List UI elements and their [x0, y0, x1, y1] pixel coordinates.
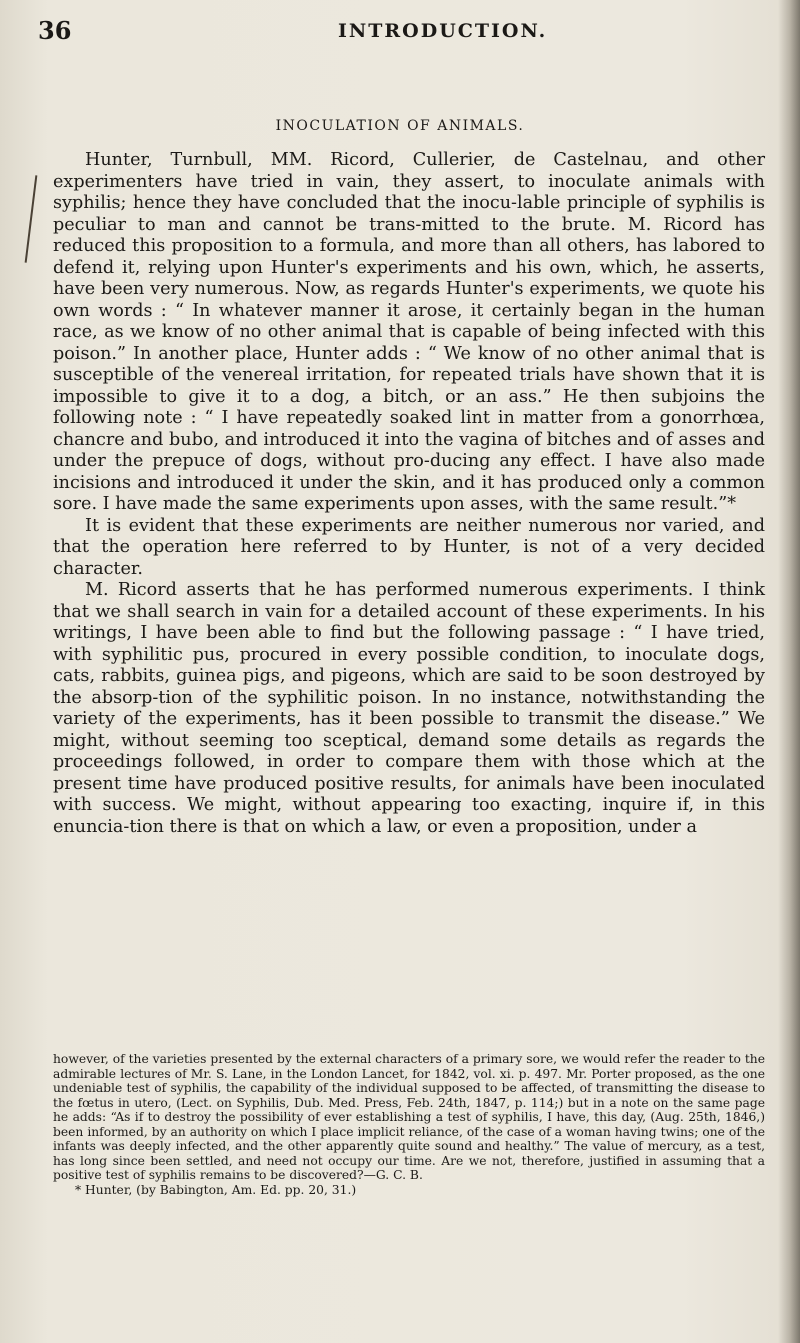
margin-pencil-mark [25, 175, 38, 263]
running-title: INTRODUCTION. [338, 20, 548, 42]
body-paragraph: M. Ricord asserts that he has performed numerous experiments. I think that we shall search in vain for a detailed account of these experiments. In his writings, I have been able to find but the following passage : “ I have tried, with syphilitic pus, procured in every possible condition, to inoculate dogs, cats, rabbits, guinea pigs, and pigeons, which are said to be soon destroyed by the absorp-tion of the syphilitic poison. In no instance, notwithstanding the variety of the experiments, has it been possible to transmit the disease.” We might, without seeming too sceptical, demand some details as regards the proceedings followed, in order to compare them with those which at the present time have produced positive results, for animals have been inoculated with success. We might, without appearing too exacting, inquire if, in this enuncia-tion there is that on which a law, or even a proposition, under a [53, 580, 765, 837]
body-paragraph: Hunter, Turnbull, MM. Ricord, Cullerier, de Castelnau, and other experimenters have tried in vain, they assert, to inoculate animals with syphilis; hence they have concluded that the inocu-lable principle of syphilis is peculiar to man and cannot be trans-mitted to the brute. M. Ricord has reduced this proposition to a formula, and more than all others, has labored to defend it, relying upon Hunter's experiments and his own, which, he asserts, have been very numerous. Now, as regards Hunter's experiments, we quote his own words : “ In whatever manner it arose, it certainly began in the human race, as we know of no other animal that is capable of being infected with this poison.” In another place, Hunter adds : “ We know of no other animal that is susceptible of the venereal irritation, for repeated trials have shown that it is impossible to give it to a dog, a bitch, or an ass.” He then subjoins the following note : “ I have repeatedly soaked lint in matter from a gonorrhœa, chancre and bubo, and introduced it into the vagina of bitches and of asses and under the prepuce of dogs, without pro-ducing any effect. I have also made incisions and introduced it under the skin, and it has produced only a common sore. I have made the same experiments upon asses, with the same result.”* [53, 150, 765, 514]
section-heading: INOCULATION OF ANIMALS. [275, 118, 525, 134]
main-text [53, 150, 765, 838]
footnote-hunter: * Hunter, (by Babington, Am. Ed. pp. 20, 31.) [75, 1182, 357, 1197]
page-gutter-shadow [778, 0, 800, 1343]
running-head [38, 16, 760, 46]
body-paragraph: It is evident that these experiments are neither numerous nor varied, and that the operation here referred to by Hunter, is not of a very decided character. [53, 515, 765, 579]
page-number: 36 [38, 16, 72, 45]
footnote-continuation: however, of the varieties presented by the external characters of a primary sore, we would refer the reader to the admirable lectures of Mr. S. Lane, in the London Lancet, for 1842, vol. xi. p. 497. Mr. Porter proposed, as the one undeniable test of syphilis, the capability of the individual supposed to be affected, of transmitting the disease to the fœtus in utero, (Lect. on Syphilis, Dub. Med. Press, Feb. 24th, 1847, p. 114;) but in a note on the same page he adds: “As if to destroy the possibility of ever establishing a test of syphilis, I have, this day, (Aug. 25th, 1846,) been informed, by an authority on which I place implicit reliance, of the case of a woman having twins; one of the infants was deeply infected, and the other apparently quite sound and healthy.” The value of mercury, as a test, has long since been settled, and need not occupy our time. Are we not, therefore, justified in assuming that a positive test of syphilis remains to be discovered?—G. C. B. [53, 1052, 765, 1182]
footnotes [53, 1052, 765, 1197]
